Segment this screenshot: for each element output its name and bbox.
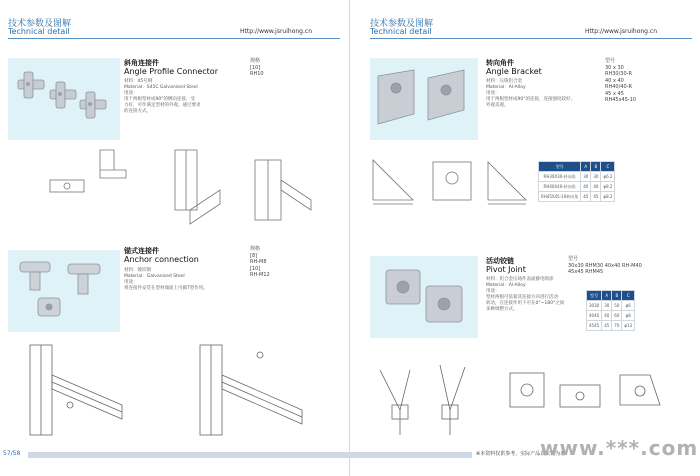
spec-head: 规格 — [250, 246, 261, 252]
table-cell: 30 — [581, 172, 591, 182]
desc-line: 转动，在连接作用下可在0°~180°之间 — [486, 301, 565, 306]
angle-bracket-name-cn: 转向角件 — [486, 59, 514, 67]
table-header-cell: 型号 — [539, 162, 581, 172]
header-url[interactable]: Http://www.jsruihong.cn — [240, 28, 312, 35]
spec-head: 规格 — [250, 58, 261, 64]
table-cell: φ8.2 — [601, 192, 615, 202]
page-number: 57/58 — [3, 450, 21, 457]
header-rule — [370, 38, 692, 39]
desc-line: Material：Al-Alloy — [486, 85, 526, 90]
pivot-joint-table — [586, 290, 635, 331]
angle-bracket-desc — [486, 79, 575, 109]
spec-item: RH45x45-10 — [605, 97, 637, 103]
pivot-joint-drawings — [370, 355, 690, 443]
spec-item: RH40/40-R — [605, 84, 632, 90]
angle-connector-drawings — [40, 140, 330, 232]
pivot-joint-photo — [370, 256, 478, 338]
table-cell: φ6 — [622, 301, 635, 311]
header-rule — [8, 38, 340, 39]
desc-line: 将连接件安装在型材端面上可做T型作用。 — [124, 286, 208, 291]
spec-item: [10] — [250, 64, 261, 71]
table-cell: 45 — [602, 321, 612, 331]
desc-line: 用于两根型材成90°的侧向连接，受 — [124, 97, 195, 102]
footer-bar — [28, 452, 472, 458]
table-cell: 4040 — [587, 311, 602, 321]
anchor-connection-drawings — [10, 335, 340, 443]
header-title-en: Technical detail — [370, 27, 432, 36]
desc-line: 型材两根可依靠其连接方向进行活动 — [486, 295, 558, 300]
header-title-cn: 技术参数及图解 — [8, 19, 72, 29]
table-cell: φ8.2 — [601, 182, 615, 192]
spec-item: RH30/30-R — [605, 71, 632, 77]
angle-bracket-name-en: Angle Bracket — [486, 67, 542, 76]
header-url[interactable]: Http://www.jsruihong.cn — [585, 28, 657, 35]
table-header-cell: A — [581, 162, 591, 172]
table-cell: 3030 — [587, 301, 602, 311]
table-header-row — [539, 162, 615, 172]
right-page — [350, 0, 700, 476]
left-header — [0, 16, 349, 40]
table-header-cell: C — [601, 162, 615, 172]
table-row — [539, 182, 615, 192]
pivot-joint-illustration — [370, 256, 478, 338]
table-header-cell: B — [591, 162, 601, 172]
desc-line: Material：Galvanised Steel — [124, 274, 185, 279]
desc-line: 力好，可作满足型材的外观，通过要求 — [124, 103, 201, 108]
watermark: www.***.com — [540, 436, 699, 460]
table-cell: 30 — [602, 301, 612, 311]
desc-line: 用于两根型材成90°的连接，连接强度较好， — [486, 97, 575, 102]
spec-item: [10] — [250, 265, 261, 272]
table-cell: RH45X45-10转向角 — [539, 192, 581, 202]
table-cell: 60 — [612, 311, 622, 321]
spec-item: 45 x 45 — [605, 90, 624, 97]
angle-connector-desc — [124, 79, 201, 115]
spec-item: RH10 — [250, 71, 264, 77]
desc-line: 用途： — [486, 91, 500, 96]
table-cell: 40 — [591, 182, 601, 192]
desc-line: 外观美观。 — [486, 103, 509, 108]
table-cell: 50 — [612, 301, 622, 311]
desc-line: 材料：镀锌钢 — [124, 268, 151, 273]
desc-line: 材料：45号钢 — [124, 79, 153, 84]
table-row — [539, 172, 615, 182]
spec-head: 型号 — [568, 256, 579, 262]
angle-bracket-table — [538, 161, 615, 202]
anchor-connection-illustration — [8, 250, 120, 332]
pivot-joint-name-cn: 活动铰链 — [486, 257, 514, 265]
desc-line: Material：S45C Galvanised Steel — [124, 85, 198, 90]
desc-line: 材料：压铸铝合金 — [486, 79, 522, 84]
angle-bracket-drawings — [368, 150, 538, 210]
desc-line: Material：Al-Alloy — [486, 283, 526, 288]
pivot-joint-desc — [486, 277, 564, 313]
table-cell: φ13 — [622, 321, 635, 331]
anchor-connection-desc — [124, 268, 208, 292]
angle-connector-name-en: Angle Profile Connector — [124, 67, 218, 76]
spec-item: 30 x 30 — [605, 64, 624, 71]
angle-connector-photo — [8, 58, 120, 140]
table-cell: RH40X40-转向角 — [539, 182, 581, 192]
desc-line: 的连接方式。 — [124, 109, 151, 114]
angle-connector-name-cn: 斜角连接件 — [124, 59, 159, 67]
table-header-cell: C — [622, 291, 635, 301]
right-header — [350, 16, 700, 40]
anchor-connection-photo — [8, 250, 120, 332]
pivot-joint-specs — [568, 256, 642, 276]
table-row — [587, 301, 635, 311]
table-row — [587, 311, 635, 321]
desc-line: 用途： — [124, 280, 138, 285]
spec-item: RH-M12 — [250, 272, 270, 278]
spec-item: RH-M8 — [250, 259, 267, 265]
anchor-connection-name-cn: 锚式连接件 — [124, 247, 159, 255]
table-row — [587, 321, 635, 331]
angle-bracket-illustration — [370, 58, 478, 140]
table-cell: φ8 — [622, 311, 635, 321]
desc-line: 用途： — [124, 91, 138, 96]
header-title-en: Technical detail — [8, 27, 70, 36]
angle-connector-specs — [250, 58, 264, 78]
table-header-row — [587, 291, 635, 301]
desc-line: 材料：铝合金压铸件表面静电喷涂 — [486, 277, 554, 282]
angle-connector-illustration — [8, 58, 120, 140]
table-cell: 30 — [591, 172, 601, 182]
footer-note: ※本资料仅供参考，实际产品以实物为准 — [476, 451, 566, 457]
desc-line: 用途： — [486, 289, 500, 294]
table-cell: RH30X30-转向角 — [539, 172, 581, 182]
table-header-cell: 型号 — [587, 291, 602, 301]
angle-bracket-photo — [370, 58, 478, 140]
table-header-cell: A — [602, 291, 612, 301]
pivot-joint-name-en: Pivot Joint — [486, 265, 526, 274]
anchor-connection-name-en: Anchor connection — [124, 255, 199, 264]
table-header-cell: B — [612, 291, 622, 301]
spec-item: 40 x 40 — [605, 77, 624, 84]
table-cell: 70 — [612, 321, 622, 331]
spec-item: [8] — [250, 252, 258, 259]
table-cell: φ6.2 — [601, 172, 615, 182]
spec-item: 30x30 RHM30 40x40 RH-M40 — [568, 262, 642, 269]
spec-item: 45x45 RHM45 — [568, 269, 604, 275]
desc-line: 多种调整方式。 — [486, 307, 518, 312]
header-title-cn: 技术参数及图解 — [370, 19, 434, 29]
table-row — [539, 192, 615, 202]
table-cell: 40 — [581, 182, 591, 192]
angle-bracket-specs — [605, 58, 636, 104]
table-cell: 45 — [591, 192, 601, 202]
anchor-connection-specs — [250, 246, 270, 279]
table-cell: 45 — [581, 192, 591, 202]
table-cell: 4545 — [587, 321, 602, 331]
table-cell: 40 — [602, 311, 612, 321]
spec-head: 型号 — [605, 58, 616, 64]
